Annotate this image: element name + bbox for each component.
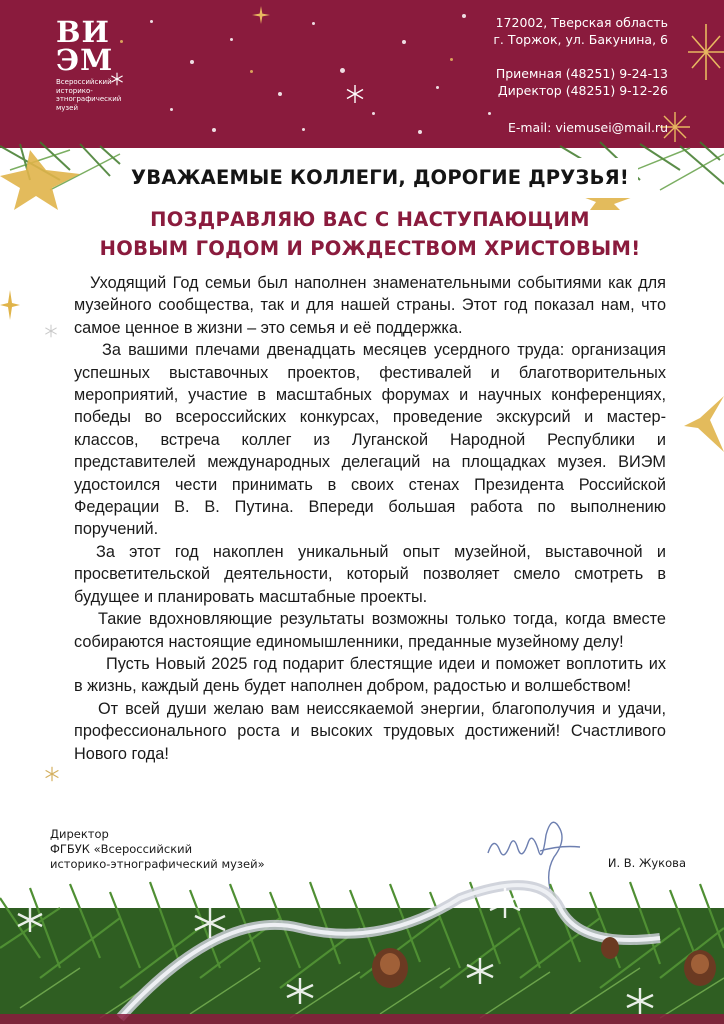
signatory-position: Директор ФГБУК «Всероссийский историко-этнографический музей»: [50, 827, 265, 871]
letterhead-banner: [0, 0, 724, 148]
paragraph: Уходящий Год семьи был наполнен знаменательными событиями как для музейного сообщества, так и для нашей страны. Этот год показал нам, что самое ценное в жизни – это семья и её поддержка.: [74, 274, 666, 337]
phone-reception: Приемная (48251) 9-24-13: [495, 66, 668, 81]
paragraph: Такие вдохновляющие результаты возможны только тогда, когда вместе собираются настоящие единомышленники, преданные музейному делу!: [74, 610, 666, 651]
gold-star-icon: [684, 396, 724, 452]
paragraph: От всей души желаю вам неиссякаемой энергии, благополучия и удачи, профессионального роста и высоких трудовых достижений! Счастливого Нового года!: [74, 699, 666, 763]
gold-star-icon: [0, 290, 20, 320]
signatory-name: И. В. Жукова: [607, 856, 686, 870]
address-line: 172002, Тверская область: [495, 15, 668, 30]
logo-mark: ВИ ЭМ: [56, 15, 114, 77]
snowflake-icon: [44, 766, 60, 782]
congratulation-title: ПОЗДРАВЛЯЮ ВАС С НАСТУПАЮЩИМ НОВЫМ ГОДОМ И РОЖДЕСТВОМ ХРИСТОВЫМ!: [99, 208, 641, 260]
contact-block: [493, 14, 668, 136]
snowflake-icon: [44, 324, 58, 338]
paragraph: Пусть Новый 2025 год подарит блестящие идеи и поможет воплотить их в жизнь, каждый день будет наполнен добром, радостью и волшебством!: [74, 654, 666, 696]
fir-garland-bottom: [0, 868, 724, 1024]
paragraph: За вашими плечами двенадцать месяцев усердного труда: организация успешных выставочных проектов, фестивалей и благотворительных мероприятий, участие в масштабных форумах и научных конференциях, победы во всероссийских конкурсах, проведение экскурсий и мастер-классов, встреча коллег из Луганской Народной Республики и представителей международных делегаций на площадках музея. ВИЭМ удостоился чести принимать в своих стенах Президента Российской Федерации В. В. Путина. Впереди большая работа по выполнению поручений.: [74, 341, 666, 539]
address-line: г. Торжок, ул. Бакунина, 6: [493, 32, 668, 47]
paragraph: За этот год накоплен уникальный опыт музейной, выставочной и просветительской деятельности, который позволяет смело смотреть в будущее и планировать масштабные проекты.: [74, 542, 666, 606]
greeting-title: УВАЖАЕМЫЕ КОЛЛЕГИ, ДОРОГИЕ ДРУЗЬЯ!: [122, 158, 638, 198]
email-link[interactable]: E-mail: viemusei@mail.ru: [507, 120, 668, 135]
letter-body: [74, 272, 666, 765]
logo-caption: Всероссийский историко- этнографический музей: [56, 78, 122, 112]
museum-logo: [56, 15, 136, 112]
snowflake-icon: [345, 84, 365, 104]
gold-star-icon: [688, 24, 724, 80]
phone-director: Директор (48251) 9-12-26: [497, 83, 668, 98]
gold-star-icon: [252, 6, 270, 24]
